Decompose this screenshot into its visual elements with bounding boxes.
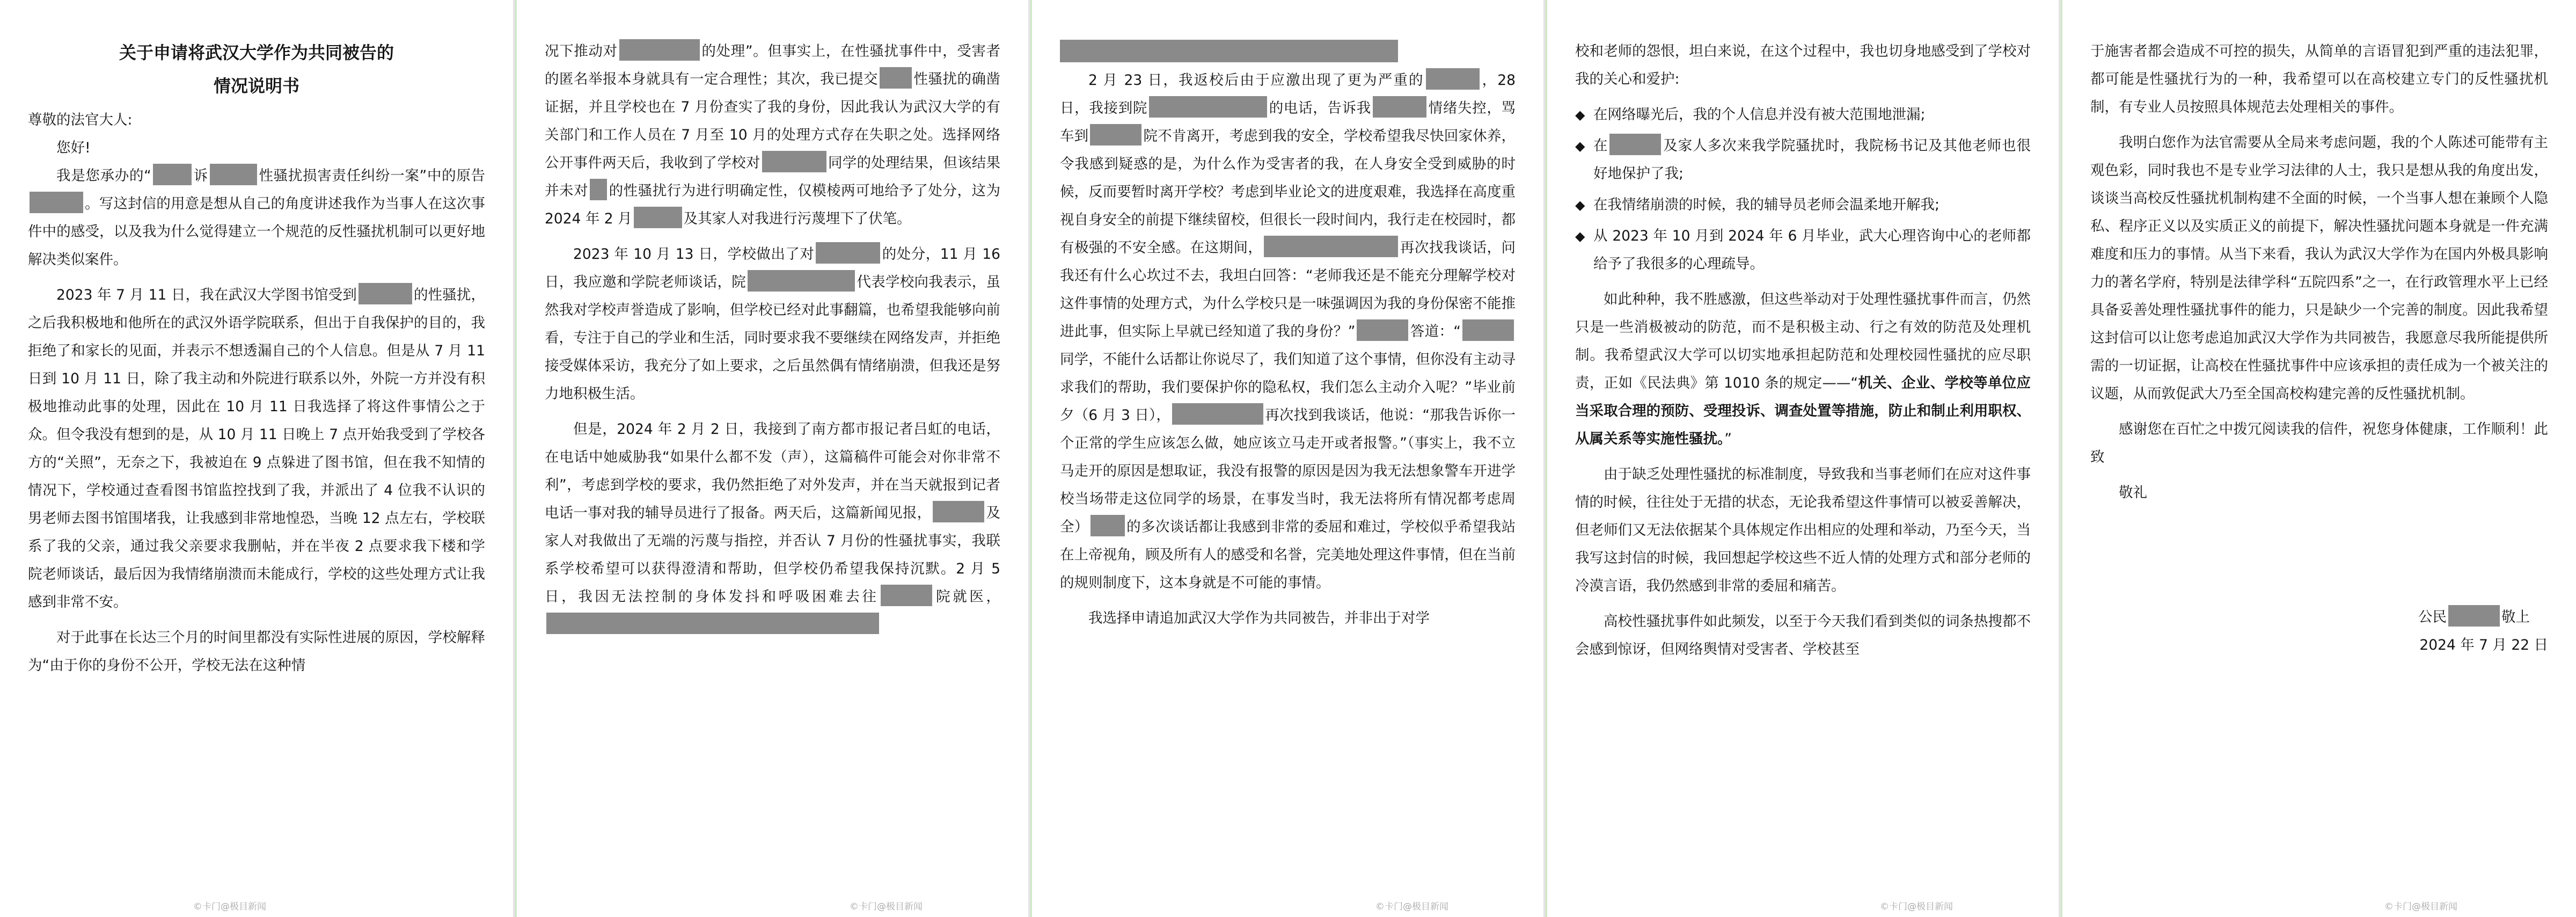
redaction [1149,96,1267,118]
paragraph: 2023 年 10 月 13 日，学校做出了对 的处分，11 月 16 日，我应邀和学院老师谈话，院 代表学校向我表示，虽然我对学校声誉造成了影响，但学校已经对此事翻篇，也希望我能够向前看，专注于自己的学业和生活，同时要求我不要继续在网络发声，并拒绝接受媒体采访，我充分了如上要求，之后虽然偶有情绪崩溃，但我还是努力地积极生活。 [545,241,1000,408]
letter-page-4 [1546,0,2059,917]
redaction [880,67,912,89]
watermark: ©卡门@极目新闻 [1375,901,1448,912]
redaction [634,207,682,228]
paragraph: 高校性骚扰事件如此频发，以至于今天我们看到类似的词条热搜都不会感到惊讶，但网络舆情对受害者、学校甚至 [1575,613,2031,658]
paragraph: 校和老师的怨恨，坦白来说，在这个过程中，我也切身地感受到了学校对我的关心和爱护: [1575,43,2031,88]
redaction [2448,605,2500,627]
diamond-bullet-icon: ◆ [1575,229,1585,244]
redaction [1373,96,1426,118]
closing-paragraph: 感谢您在百忙之中拨冗阅读我的信件，祝您身体健康，工作顺利！此致 [2090,421,2548,465]
redaction [933,501,984,522]
redaction [1462,319,1514,341]
redaction [1609,134,1661,155]
paragraph: 2 月 23 日，我返校后由于应激出现了更为严重的 ，28 日，我接到院 的电话，告诉我 情绪失控，骂车到 院不肯离开，考虑到我的安全，学校希望我尽快回家休养，令我感到疑惑的是，为什么作为受害者的我，在人身安全受到威胁的时候，反而要暂时离开学校？考虑到毕业论文的进度艰难，我选择在高度重视自身安全的前提下继续留校，但很长一段时间内，我行走在校园时，都有极强的不安全感。在这期间， 再次找我谈话，问我还有什么心坎过不去，我坦白回答：“老师我还是不能充分理解学校对这件事情的处理方式，为什么学校只是一味强调因为我的身份保密不能推进此事，但实际上早就已经知道了我的身份？” 答道：“同学，不能什么话都让你说尽了，我们知道了这个事情，但你没有主动寻求我们的帮助，我们要保护你的隐私权，我们怎么主动介入呢？”毕业前夕（6 月 3 日）， 再次找到我谈话，他说：“那我告诉你一个正常的学生应该怎么做，她应该立马走开或者报警。”（事实上，我不立马走开的原因是想取证，我没有报警的原因是因为我无法想象警车开进学校当场带走这位同学的场景，在事发当时，我无法将所有情况都考虑周全） 的多次谈话都让我感到非常的委屈和难过，学校似乎希望我站在上帝视角，顾及所有人的感受和名誉，完美地处理这件事情，但在当前的规则制度下，这本身就是不可能的事情。 [1060,67,1516,597]
letter-page-5 [2061,0,2576,917]
redaction [1172,403,1263,425]
letter-title-line1: 关于申请将武汉大学作为共同被告的 [119,42,394,63]
letter-page-3 [1030,0,1543,917]
redaction [748,270,855,292]
redaction [546,613,879,634]
redaction [153,164,192,185]
letter-date: 2024 年 7 月 22 日 [2419,637,2548,653]
letter-title-line2: 情况说明书 [213,76,299,96]
redaction [210,164,257,185]
regards: 敬礼 [2119,484,2147,501]
bullet-item: ◆ 在 及家人多次来我学院骚扰时，我院杨书记及其他老师也很好地保护了我; [1575,132,2031,188]
paragraph: 况下推动对 的处理”。但事实上，在性骚扰事件中，受害者的匿名举报本身就具有一定合理性；其次，我已提交 性骚扰的确凿证据，并且学校也在 7 月份查实了我的身份，因此我认为武汉大学的有关部门和工作人员在 7 月至 10 月的处理方式存在失职之处。选择网络公开事件两天后，我收到了学校对 同学的处理结果，但该结果并未对 的性骚扰行为进行明确定性，仅模棱两可地给予了处分，这为 2024 年 2 月 及其家人对我进行污蔑埋下了伏笔。 [545,38,1000,233]
redaction [619,39,700,61]
paragraph: 我明白您作为法官需要从全局来考虑问题，我的个人陈述可能带有主观色彩，同时我也不是专业学习法律的人士，我只是想从我的角度出发，谈谈当高校反性骚扰机制构建不全面的时候，一个当事人想在兼顾个人隐私、程序正义以及实质正义的前提下，解决性骚扰问题本身就是一件充满难度和压力的事情。从当下来看，我认为武汉大学作为在国内外极具影响力的著名学府，特别是法律学科“五院四系”之一，在行政管理水平上已经具备妥善处理性骚扰事件的能力，只是缺少一个完善的制度。因此我希望这封信可以让您考虑追加武汉大学作为共同被告，我愿意尽我所能提供所需的一切证据，让高校在性骚扰事件中应该承担的责任成为一个被关注的议题，从而敦促武大乃至全国高校构建完善的反性骚扰机制。 [2090,134,2548,402]
letter-page-2 [515,0,1028,917]
redaction [590,179,607,200]
diamond-bullet-icon: ◆ [1575,107,1585,122]
redaction [816,242,880,264]
watermark: ©卡门@极目新闻 [1880,901,1953,912]
redaction [1357,319,1408,341]
watermark: ©卡门@极目新闻 [850,901,923,912]
bullet-item: ◆ 在网络曝光后，我的个人信息并没有被大范围地泄漏; [1575,101,2031,129]
paragraph: 如此种种，我不胜感激，但这些举动对于处理性骚扰事件而言，仍然只是一些消极被动的防范，而不是积极主动、行之有效的防范及处理机制。我希望武汉大学可以切实地承担起防范和处理校园性骚扰的应尽职责，正如《民法典》第 1010 条的规定——“机关、企业、学校等单位应当采取合理的预防、受理投诉、调查处置等措施，防止和制止利用职权、从属关系等实施性骚扰。” [1575,291,2031,447]
greeting: 您好! [56,140,91,156]
watermark: ©卡门@极目新闻 [193,901,266,912]
paragraph: 对于此事在长达三个月的时间里都没有实际性进展的原因，学校解释为“由于你的身份不公开，学校无法在这种情 [28,629,485,674]
diamond-bullet-icon: ◆ [1575,139,1585,154]
paragraph: 于施害者都会造成不可控的损失，从简单的言语冒犯到严重的违法犯罪，都可能是性骚扰行为的一种，我希望可以在高校建立专门的反性骚扰机制，有专业人员按照具体规范去处理相关的事件。 [2090,43,2548,115]
redaction [1090,124,1141,145]
paragraph: 2023 年 7 月 11 日，我在武汉大学图书馆受到 的性骚扰，之后我积极地和他所在的武汉外语学院联系，但出于自我保护的目的，我拒绝了和家长的见面，并表示不想透漏自己的个人信息。但是从 7 月 11 日到 10 月 11 日，除了我主动和外院进行联系以外，外院一方并没有积极地推动此事的处理，因此在 10 月 11 日我选择了将这件事情公之于众。但令我没有想到的是，从 10 月 11 日晚上 7 点开始我受到了学校各方的“关照”，无奈之下，我被迫在 9 点躲进了图书馆，但在我不知情的情况下，学校通过查看图书馆监控找到了我，并派出了 4 位我不认识的男老师去图书馆围堵我，让我感到非常地惶恐，当晚 12 点左右，学校联系了我的父亲，通过我父亲要求我删帖，并在半夜 2 点要求我下楼和学院老师谈话，最后因为我情绪崩溃而未能成行，学校的这些处理方式让我感到非常不安。 [28,281,485,616]
salutation: 尊敬的法官大人: [28,112,133,128]
redaction [1426,68,1480,90]
redaction [1091,515,1125,536]
paragraph: 我选择申请追加武汉大学作为共同被告，并非出于对学 [1088,610,1430,627]
paragraph: 由于缺乏处理性骚扰的标准制度，导致我和当事老师们在应对这件事情的时候，往往处于无措的状态，无论我希望这件事情可以被妥善解决，但老师们又无法依据某个具体规定作出相应的处理和举动，乃至今天，当我写这封信的时候，我回想起学校这些不近人情的处理方式和部分老师的冷漠言语，我仍然感到非常的委屈和痛苦。 [1575,466,2031,594]
redaction [1060,40,1398,62]
redaction [1264,236,1398,257]
watermark: ©卡门@极目新闻 [2384,901,2457,912]
redaction [358,283,412,304]
letter-page-1 [0,0,513,917]
signature-line: 公民 敬上 [2090,603,2530,631]
redaction [30,192,83,213]
paragraph: 我是您承办的“ 诉 性骚扰损害责任纠纷一案”中的原告。写这封信的用意是想从自己的角度讲述我作为当事人在这次事件中的感受，以及我为什么觉得建立一个规范的反性骚扰机制可以更好地解决类似案件。 [28,162,485,274]
paragraph: 但是，2024 年 2 月 2 日，我接到了南方都市报记者吕虹的电话，在电话中她威胁我“如果什么都不发（声），这篇稿件可能会对你非常不利”，考虑到学校的要求，我仍然拒绝了对外发声，并在当天就报到记者电话一事对我的辅导员进行了报备。两天后，这篇新闻见报， 及家人对我做出了无端的污蔑与指控，并否认 7 月份的性骚扰事实，我联系学校希望可以获得澄清和帮助，但学校仍希望我保持沉默。2 月 5 日，我因无法控制的身体发抖和呼吸困难去往 院就医， [545,416,1000,639]
redaction [881,585,932,606]
diamond-bullet-icon: ◆ [1575,198,1585,213]
bullet-item: ◆ 在我情绪崩溃的时候，我的辅导员老师会温柔地开解我; [1575,191,2031,219]
redaction [762,151,826,172]
bullet-item: ◆ 从 2023 年 10 月到 2024 年 6 月毕业，武大心理咨询中心的老师都给予了我很多的心理疏导。 [1575,222,2031,278]
civil-code-quote: 机关、企业、学校等单位应当采取合理的预防、受理投诉、调查处置等措施，防止和制止利用职权、从属关系等实施性骚扰。 [1575,375,2031,447]
